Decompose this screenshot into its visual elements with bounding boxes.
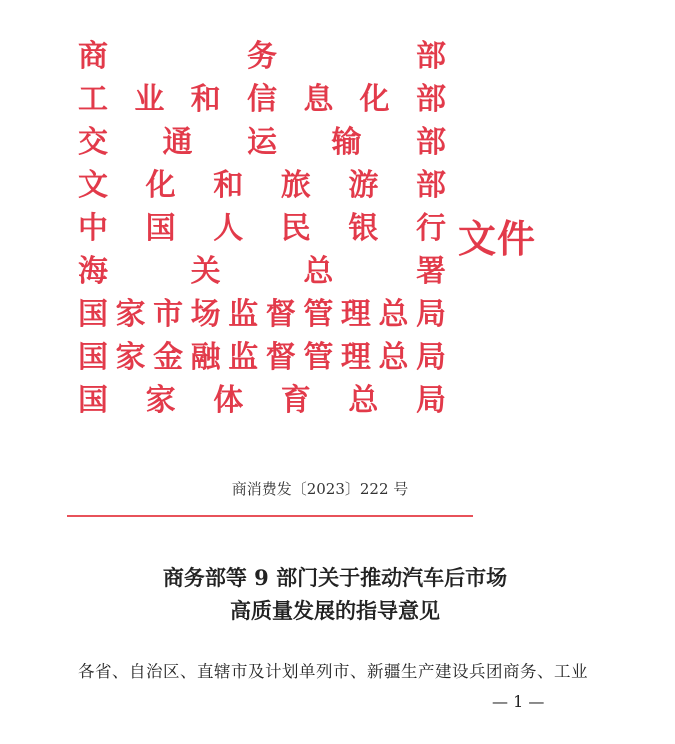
- issuer-row: 文化和旅游部: [78, 168, 446, 203]
- issuer-row: 商务部: [78, 39, 446, 74]
- document-title-line-2: 高质量发展的指导意见: [230, 598, 440, 623]
- issuer-row: 国家市场监督管理总局: [78, 297, 446, 332]
- issuer-row: 交通运输部: [78, 125, 446, 160]
- document-number: 商消费发〔2023〕222 号: [231, 480, 409, 498]
- issuer-row: 中国人民银行: [78, 211, 446, 246]
- issuer-row: 工业和信息化部: [78, 82, 446, 117]
- addressee-text: 各省、自治区、直辖市及计划单列市、新疆生产建设兵团商务、工业: [78, 662, 588, 681]
- page-number: — 1 —: [492, 692, 545, 711]
- issuer-row: 海关总署: [78, 254, 446, 289]
- issuer-row: 国家金融监督管理总局: [78, 340, 446, 375]
- issuer-row: 国家体育总局: [78, 383, 446, 418]
- document-suffix: 文件: [458, 216, 537, 261]
- red-divider: [67, 515, 473, 517]
- document-title-line-1: 商务部等 9 部门关于推动汽车后市场: [162, 565, 508, 590]
- issuing-agencies: [78, 38, 446, 425]
